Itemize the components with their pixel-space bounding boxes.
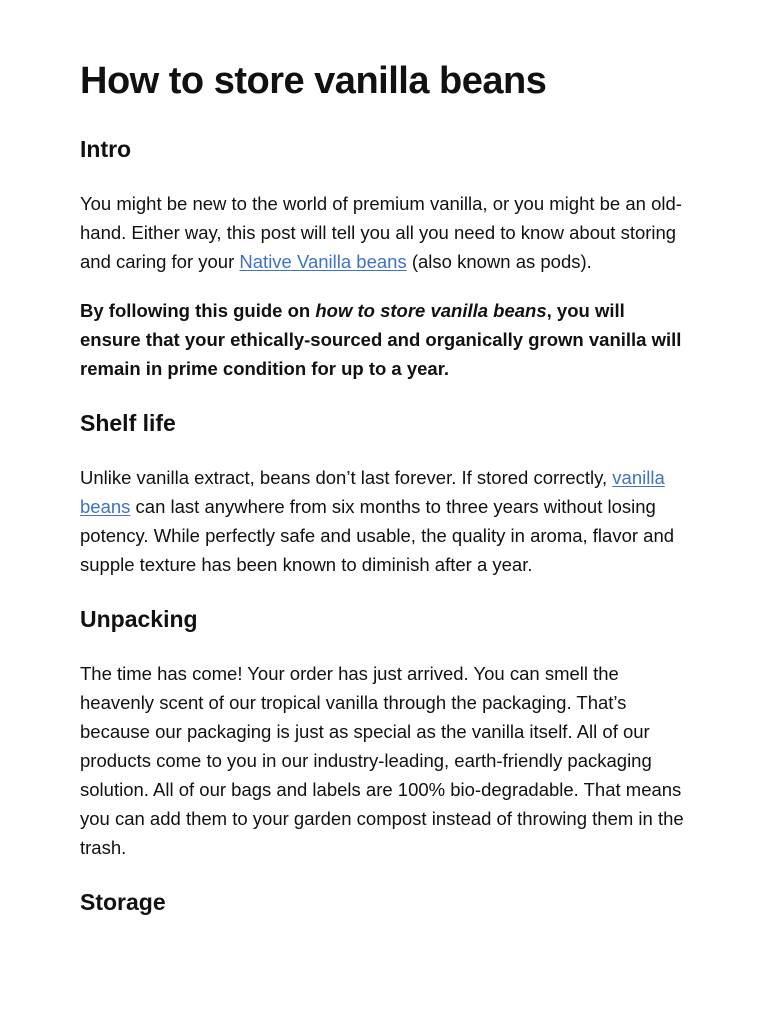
section-heading-intro: Intro	[80, 136, 132, 162]
shelf-life-text-end: can last anywhere from six months to three years without losing potency. While perfectly safe and usable, the quality in aroma, flavor and supple texture has been known to diminish after a year.	[80, 496, 675, 575]
highlight-text-end: , you will ensure that your ethically-sourced and organically grown vanilla will remain in prime condition for up to a year.	[80, 300, 682, 379]
intro-text-start: You might be new to the world of premium vanilla, or you might be an old-hand. Either way, this post will tell you all you need to know about storing and caring for your	[80, 193, 682, 272]
shelf-life-paragraph	[80, 463, 688, 579]
page-title: How to store vanilla beans	[80, 60, 547, 102]
intro-highlight-paragraph	[80, 296, 688, 383]
intro-text-end: (also known as pods).	[406, 251, 592, 272]
shelf-life-text-start: Unlike vanilla extract, beans don’t last forever. If stored correctly,	[80, 467, 613, 488]
section-heading-unpacking: Unpacking	[80, 606, 198, 632]
intro-paragraph	[80, 189, 688, 276]
section-heading-storage: Storage	[80, 889, 166, 915]
highlight-emphasis: how to store vanilla beans	[315, 300, 547, 321]
section-heading-shelf-life: Shelf life	[80, 410, 176, 436]
vanilla-beans-link[interactable]: vanilla beans	[80, 467, 665, 517]
unpacking-paragraph: The time has come! Your order has just arrived. You can smell the heavenly scent of our tropical vanilla through the packaging. That’s because our packaging is just as special as the vanilla itself. All of our products come to you in our industry-leading, earth-friendly packaging solution. All of our bags and labels are 100% bio-degradable. That means you can add them to your garden compost instead of throwing them in the trash.	[80, 663, 684, 858]
highlight-text-start: By following this guide on	[80, 300, 316, 321]
native-vanilla-beans-link[interactable]: Native Vanilla beans	[239, 251, 407, 272]
